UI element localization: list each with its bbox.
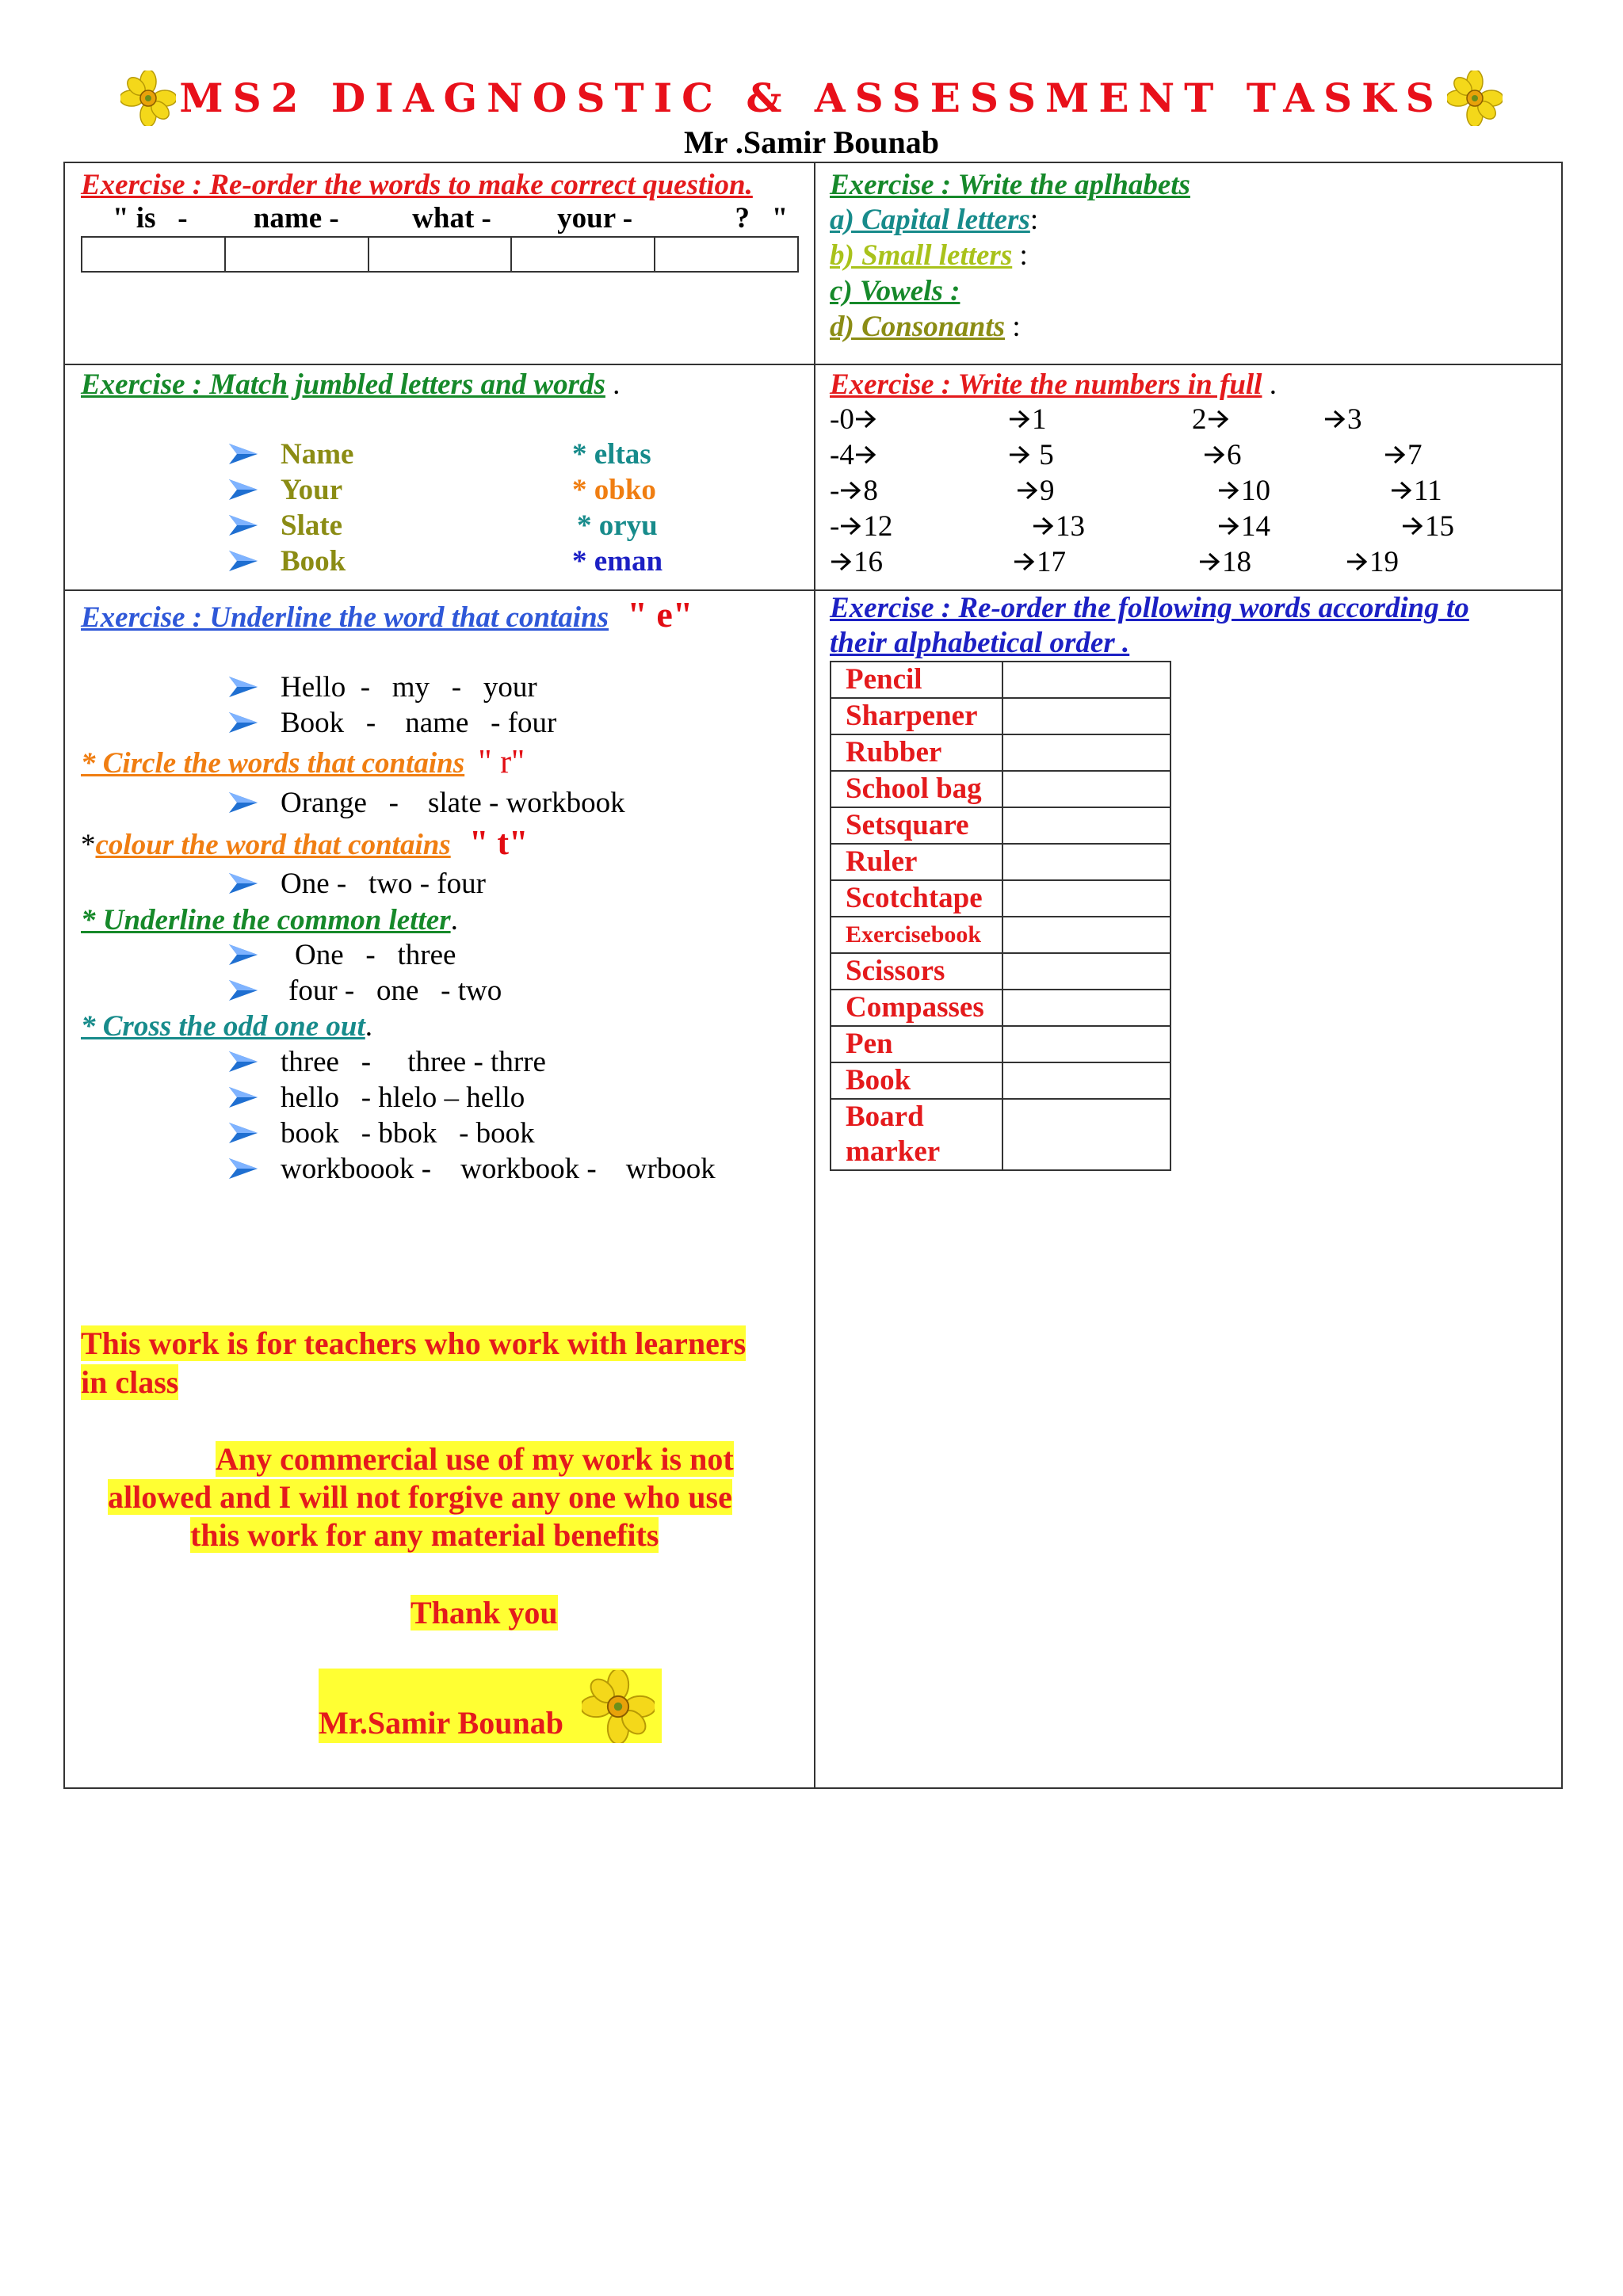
alphabet-suffix: :: [1005, 311, 1021, 343]
alphabet-suffix: :: [1012, 239, 1028, 272]
list-item: [227, 1045, 260, 1080]
flower-icon: [120, 71, 176, 126]
table-row: [831, 807, 1170, 844]
arrow-bullet-icon: [227, 1121, 260, 1145]
notice-line: [108, 1478, 732, 1516]
word-group: Hello - my - your: [281, 671, 537, 704]
exercise-heading: colour the word that contains: [95, 829, 451, 861]
number-cell: [1032, 509, 1085, 544]
alphabet-label: c) Vowels :: [830, 275, 960, 307]
arrow-bullet-icon: [227, 1157, 260, 1180]
flower-icon: [1447, 71, 1503, 126]
number-value: 7: [1407, 439, 1423, 471]
match-jumbled: * oryu: [577, 509, 658, 542]
number-cell: [1016, 474, 1055, 509]
list-item: [227, 786, 260, 821]
word-cell: Sharpener: [831, 698, 1002, 734]
number-cell: [1203, 438, 1242, 473]
word-cell: Pen: [831, 1026, 1002, 1062]
exercise-alphabetical-heading-1: Exercise : Re-order the following words according to: [830, 592, 1469, 624]
word-cell: Book: [831, 1062, 1002, 1099]
number-value: 11: [1414, 475, 1442, 507]
target-letter: " e": [627, 594, 693, 635]
number-cell: [1384, 438, 1423, 473]
number-value: 5: [1032, 439, 1054, 471]
notice-text: in class: [81, 1364, 179, 1400]
list-item: [227, 706, 260, 741]
flower-icon: [582, 1670, 655, 1743]
notice-text: allowed and I will not forgive any one who use: [108, 1479, 732, 1515]
table-row: [831, 1099, 1170, 1170]
arrow-icon: [1032, 514, 1056, 538]
number-value: 2: [1192, 403, 1207, 436]
alphabet-item-consonants: [830, 310, 1021, 345]
answer-cell[interactable]: [1002, 1099, 1170, 1170]
arrow-icon: [1016, 479, 1040, 502]
word-cell: Ruler: [831, 844, 1002, 880]
number-value: 1: [1032, 403, 1047, 436]
word-cell: Scotchtape: [831, 880, 1002, 917]
arrow-bullet-icon: [227, 549, 260, 573]
arrow-icon: [1323, 407, 1347, 431]
arrow-icon: [1203, 443, 1227, 467]
answer-box[interactable]: [82, 238, 226, 271]
number-cell: [1008, 438, 1054, 473]
arrow-bullet-icon: [227, 871, 260, 895]
list-item: [227, 1116, 260, 1151]
answer-cell[interactable]: [1002, 807, 1170, 844]
table-row: [831, 1062, 1170, 1099]
alphabet-item-capital: [830, 203, 1038, 238]
answer-cell[interactable]: [1002, 1062, 1170, 1099]
table-row: [831, 844, 1170, 880]
number-value: 8: [863, 475, 878, 507]
arrow-bullet-icon: [227, 1050, 260, 1074]
number-cell: [1008, 402, 1047, 437]
word-group: workboook - workbook - wrbook: [281, 1153, 716, 1185]
exercise-circle-r: [81, 745, 525, 781]
list-item: [227, 1081, 260, 1116]
bullet-star: *: [81, 829, 96, 861]
answer-cell[interactable]: [1002, 1026, 1170, 1062]
number-value: -4: [830, 439, 854, 471]
arrow-bullet-icon: [227, 791, 260, 814]
number-value: 15: [1425, 510, 1454, 543]
number-cell: [1401, 509, 1454, 544]
table-row: [831, 880, 1170, 917]
arrow-icon: [1008, 443, 1032, 467]
notice-text: Any commercial use of my work is not: [216, 1441, 734, 1477]
page-header: [0, 70, 1623, 127]
column-divider: [814, 163, 815, 1787]
number-cell: [830, 545, 883, 580]
arrow-icon: [1013, 550, 1037, 574]
answer-cell[interactable]: [1002, 771, 1170, 807]
match-jumbled: * obko: [572, 474, 656, 506]
answer-box[interactable]: [512, 238, 655, 271]
arrow-bullet-icon: [227, 675, 260, 699]
number-cell: [830, 509, 892, 544]
arrow-icon: [1401, 514, 1425, 538]
exercise-heading: Exercise : Underline the word that contains: [81, 601, 609, 634]
number-value: 18: [1222, 546, 1251, 578]
notice-text: This work is for teachers who work with learners: [81, 1325, 747, 1361]
list-item: [227, 544, 260, 579]
match-word: Book: [281, 545, 346, 578]
alphabet-label: d) Consonants: [830, 311, 1006, 343]
exercise-alphabets-heading: Exercise : Write the aplhabets: [830, 169, 1190, 201]
exercise-heading: * Cross the odd one out: [81, 1010, 365, 1043]
alphabet-label: a) Capital letters: [830, 204, 1030, 236]
word-cell: School bag: [831, 771, 1002, 807]
table-row: [831, 917, 1170, 953]
answer-cell[interactable]: [1002, 662, 1170, 698]
list-item: [227, 473, 260, 508]
word-cell: Rubber: [831, 734, 1002, 771]
word-group: three - three - thrre: [281, 1046, 546, 1078]
word-cell: Exercisebook: [831, 917, 1002, 953]
notice-line: [190, 1516, 659, 1554]
number-cell: [1192, 402, 1231, 437]
word-group: book - bbok - book: [281, 1117, 535, 1150]
answer-box[interactable]: [655, 238, 797, 271]
number-cell: [1013, 545, 1066, 580]
arrow-icon: [1384, 443, 1407, 467]
arrow-icon: [854, 443, 878, 467]
exercise-alphabetical-heading-2: their alphabetical order .: [830, 627, 1130, 659]
list-item: [227, 437, 260, 472]
match-word: Name: [281, 438, 354, 471]
number-cell: [1323, 402, 1362, 437]
number-cell: [830, 474, 878, 509]
answer-box[interactable]: [226, 238, 369, 271]
exercise-numbers-heading: [830, 368, 1277, 402]
notice-line: [81, 1325, 746, 1363]
arrow-icon: [1346, 550, 1369, 574]
heading-suffix: .: [365, 1010, 373, 1043]
exercise-heading: * Underline the common letter: [81, 904, 451, 936]
number-cell: [1217, 509, 1270, 544]
word-cell: Compasses: [831, 990, 1002, 1026]
match-jumbled: * eman: [572, 545, 663, 578]
exercise-heading: * Circle the words that contains: [81, 747, 465, 780]
alphabet-label: b) Small letters: [830, 239, 1013, 272]
notice-line: [81, 1363, 178, 1402]
number-cell: [1217, 474, 1270, 509]
number-cell: [1198, 545, 1251, 580]
match-word: Slate: [281, 509, 343, 542]
notice-line: [216, 1440, 734, 1478]
number-value: 3: [1347, 403, 1362, 436]
thank-you-text: Thank you: [411, 1595, 558, 1630]
table-row: [831, 771, 1170, 807]
number-cell: [830, 438, 878, 473]
number-value: -: [830, 475, 840, 507]
word-group: hello - hlelo – hello: [281, 1081, 525, 1114]
word-group: Orange - slate - workbook: [281, 787, 625, 819]
list-item: [227, 1152, 260, 1187]
number-value: 6: [1227, 439, 1242, 471]
arrow-bullet-icon: [227, 442, 260, 466]
arrow-bullet-icon: [227, 711, 260, 734]
answer-cell[interactable]: [1002, 917, 1170, 953]
word-group: four - one - two: [288, 974, 502, 1007]
heading-suffix: .: [605, 368, 621, 401]
list-item: [227, 670, 260, 705]
signature-text: Mr.Samir Bounab: [319, 1705, 563, 1741]
match-word: Your: [281, 474, 343, 506]
answer-box[interactable]: [369, 238, 513, 271]
word-group: One - two - four: [281, 868, 486, 900]
target-letter: " t": [468, 823, 529, 862]
arrow-bullet-icon: [227, 513, 260, 537]
arrow-icon: [1217, 479, 1241, 502]
arrow-icon: [1207, 407, 1231, 431]
word-cell: Setsquare: [831, 807, 1002, 844]
arrow-bullet-icon: [227, 478, 260, 502]
arrow-icon: [854, 407, 878, 431]
arrow-icon: [839, 514, 863, 538]
exercise-common-letter: [81, 903, 458, 938]
signature: [319, 1704, 563, 1742]
list-item: [227, 938, 260, 973]
word-group: Book - name - four: [281, 707, 557, 739]
answer-cell[interactable]: [1002, 698, 1170, 734]
exercise-odd-one-out: [81, 1009, 372, 1044]
numbers-heading-text: Exercise : Write the numbers in full: [830, 368, 1262, 401]
match-jumbled: * eltas: [572, 438, 651, 471]
exercise-colour-t: [81, 823, 529, 863]
heading-suffix: .: [450, 904, 458, 936]
alphabet-item-small: [830, 238, 1028, 273]
heading-suffix: .: [1262, 368, 1277, 401]
alphabetical-table: [830, 661, 1171, 1171]
number-value: 16: [854, 546, 883, 578]
answer-cell[interactable]: [1002, 844, 1170, 880]
author-name: Mr .Samir Bounab: [684, 124, 939, 160]
table-row: [831, 662, 1170, 698]
arrow-icon: [1198, 550, 1222, 574]
table-row: [831, 698, 1170, 734]
list-item: [227, 974, 260, 1009]
arrow-icon: [1390, 479, 1414, 502]
match-heading-text: Exercise : Match jumbled letters and words: [81, 368, 605, 401]
arrow-icon: [830, 550, 854, 574]
answer-boxes[interactable]: [81, 236, 799, 273]
number-value: 13: [1056, 510, 1085, 543]
arrow-bullet-icon: [227, 943, 260, 967]
number-cell: [1390, 474, 1442, 509]
number-value: 9: [1040, 475, 1055, 507]
arrow-bullet-icon: [227, 978, 260, 1002]
number-cell: [830, 402, 878, 437]
number-cell: [1346, 545, 1399, 580]
thank-you: [411, 1594, 558, 1632]
exercise-match-heading: [81, 368, 620, 402]
word-cell: Pencil: [831, 662, 1002, 698]
exercise-underline-e: [81, 594, 693, 635]
word-cell: Scissors: [831, 953, 1002, 990]
number-value: 17: [1037, 546, 1066, 578]
number-value: 19: [1369, 546, 1399, 578]
arrow-icon: [839, 479, 863, 502]
list-item: [227, 509, 260, 543]
list-item: [227, 867, 260, 902]
table-row: [831, 953, 1170, 990]
table-row: [831, 1026, 1170, 1062]
notice-text: this work for any material benefits: [190, 1517, 659, 1553]
page-title: MS2 DIAGNOSTIC & ASSESSMENT TASKS: [179, 74, 1444, 121]
exercise-reorder-heading: Exercise : Re-order the words to make correct question.: [81, 169, 753, 201]
answer-cell[interactable]: [1002, 990, 1170, 1026]
word-group: One - three: [295, 939, 456, 971]
reorder-words: " is - name - what - your - ? ": [113, 202, 789, 235]
number-value: 14: [1241, 510, 1270, 543]
number-value: 10: [1241, 475, 1270, 507]
target-letter: " r": [478, 744, 525, 780]
table-row: [831, 990, 1170, 1026]
answer-cell[interactable]: [1002, 880, 1170, 917]
worksheet-grid: [63, 162, 1563, 1789]
answer-cell[interactable]: [1002, 734, 1170, 771]
alphabet-suffix: :: [1029, 204, 1039, 236]
number-value: -0: [830, 403, 854, 436]
number-value: -: [830, 510, 840, 543]
table-row: [831, 734, 1170, 771]
answer-cell[interactable]: [1002, 953, 1170, 990]
arrow-icon: [1217, 514, 1241, 538]
arrow-icon: [1008, 407, 1032, 431]
row-divider: [65, 364, 1561, 365]
number-value: 12: [863, 510, 893, 543]
word-cell: Board marker: [831, 1099, 1002, 1170]
alphabet-item-vowels: [830, 274, 960, 309]
arrow-bullet-icon: [227, 1085, 260, 1109]
